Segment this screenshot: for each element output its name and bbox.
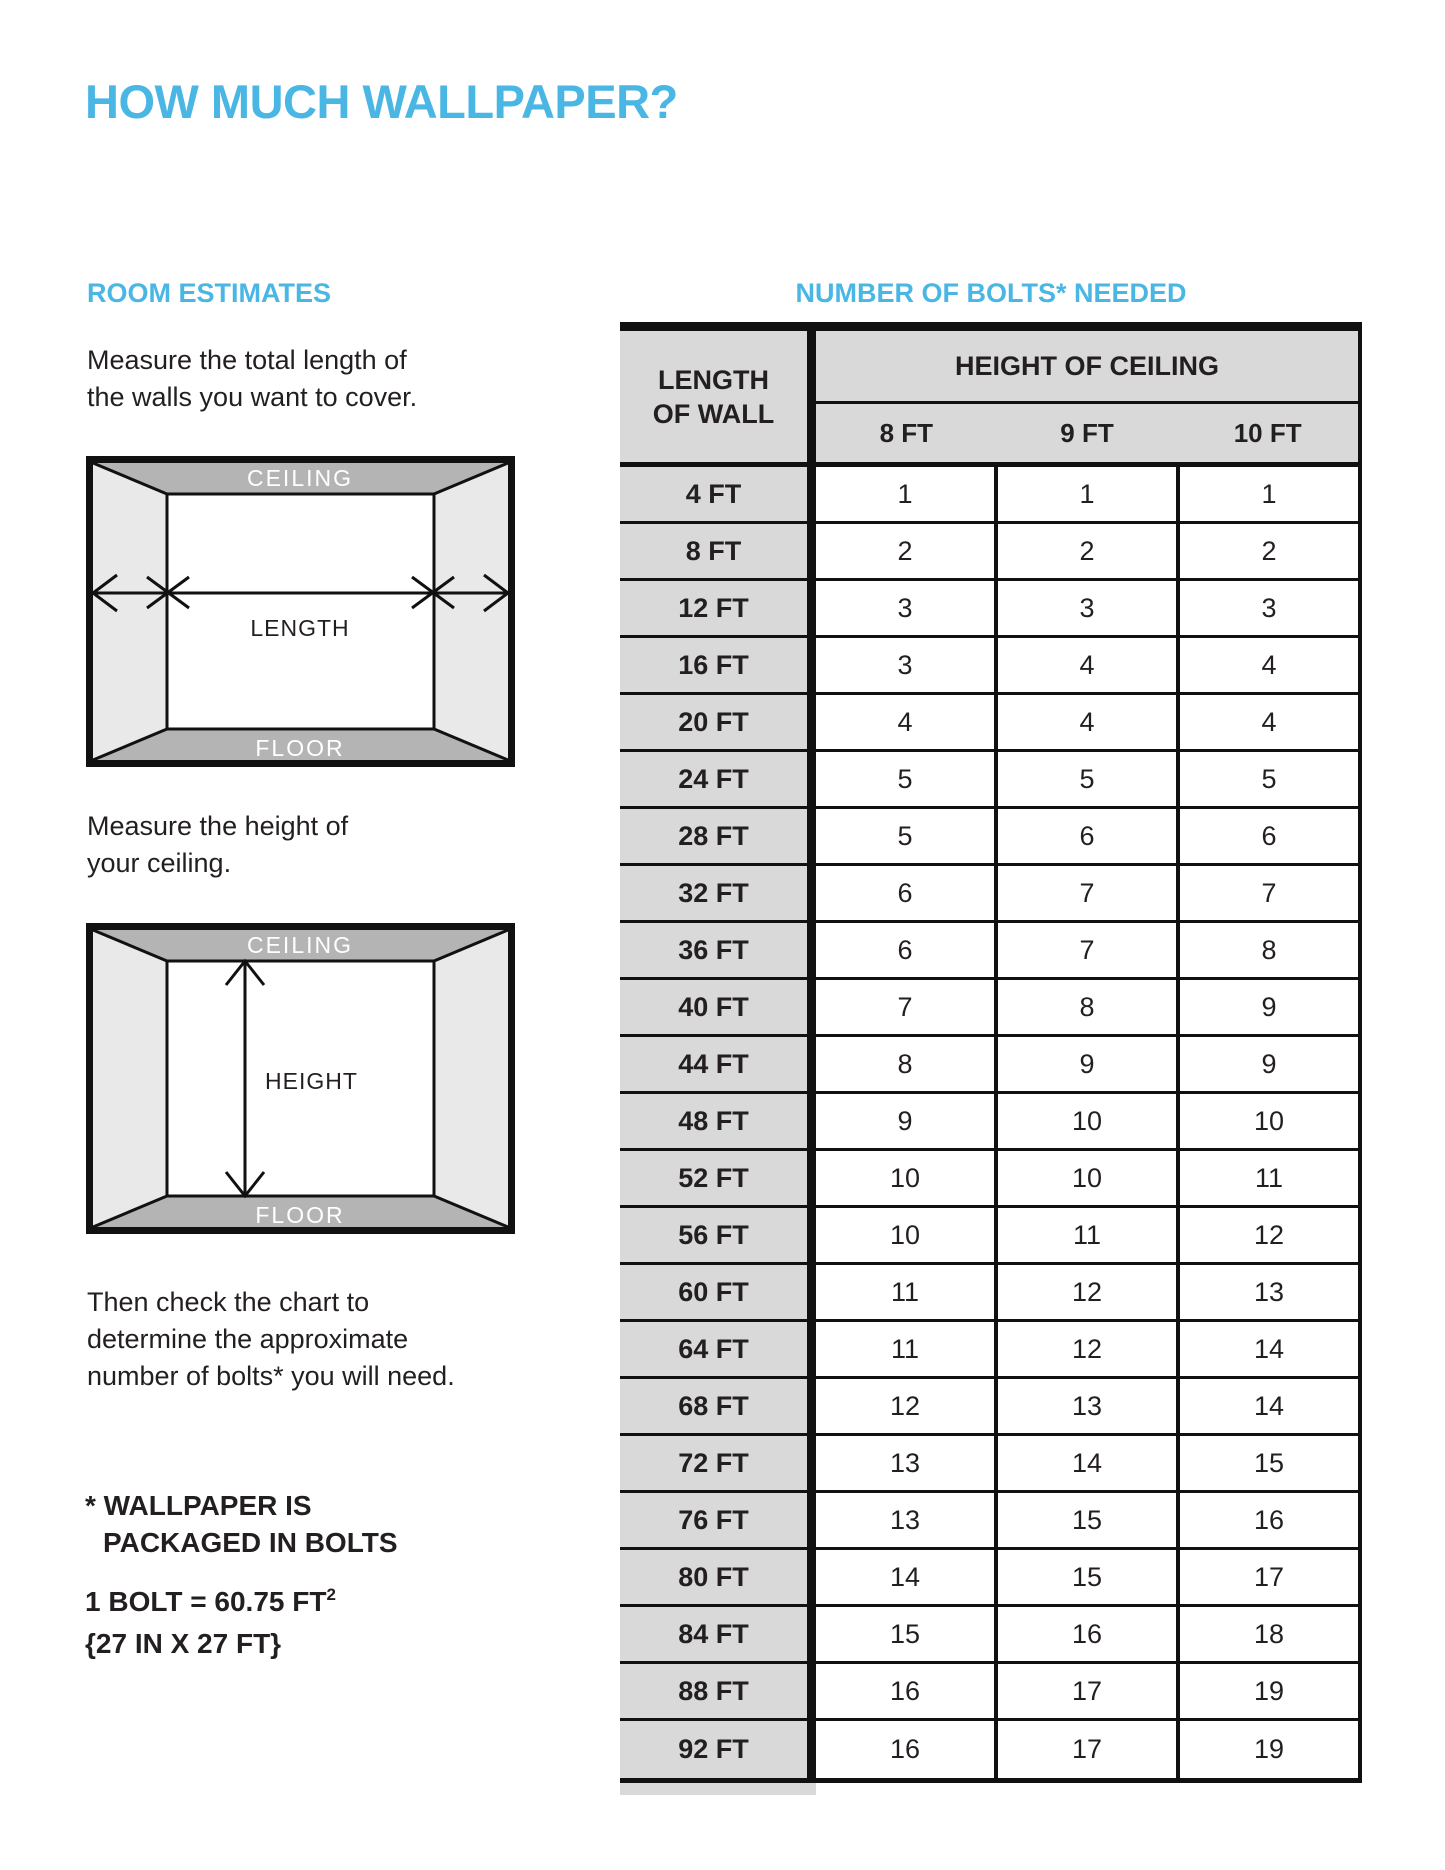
bolt-count-value: 17 — [998, 1721, 1180, 1778]
bolt-count-value: 15 — [998, 1493, 1180, 1547]
table-row — [620, 809, 1362, 866]
bolt-count-value: 14 — [816, 1550, 998, 1604]
bolt-count-value: 10 — [998, 1094, 1180, 1148]
table-row — [620, 1094, 1362, 1151]
right-wall-surface — [434, 463, 508, 760]
wall-length-label: 12 FT — [620, 581, 816, 635]
wall-length-label: 32 FT — [620, 866, 816, 920]
bolt-count-value: 14 — [1180, 1379, 1362, 1433]
wall-length-label: 76 FT — [620, 1493, 816, 1547]
measure-height-paragraph — [87, 808, 348, 882]
bolt-count-value: 13 — [998, 1379, 1180, 1433]
bolt-count-value: 3 — [816, 581, 998, 635]
bolt-count-value: 12 — [816, 1379, 998, 1433]
wall-length-label: 20 FT — [620, 695, 816, 749]
length-of-wall-header — [620, 331, 816, 462]
table-row — [620, 923, 1362, 980]
subheader-8ft: 8 FT — [879, 417, 934, 448]
table-top-bar — [620, 322, 1362, 331]
wall-length-label: 64 FT — [620, 1322, 816, 1376]
wall-length-label: 80 FT — [620, 1550, 816, 1604]
floor-label: FLOOR — [255, 1202, 345, 1228]
left-wall-surface — [93, 930, 167, 1227]
wall-length-label: 72 FT — [620, 1436, 816, 1490]
bolt-count-value: 6 — [816, 866, 998, 920]
bolt-count-value: 13 — [816, 1436, 998, 1490]
bolt-count-value: 1 — [998, 467, 1180, 521]
table-row — [620, 581, 1362, 638]
room-estimates-heading: ROOM ESTIMATES — [87, 278, 332, 308]
bolt-count-value: 11 — [998, 1208, 1180, 1262]
bolt-count-value: 12 — [998, 1322, 1180, 1376]
bolt-count-value: 8 — [816, 1037, 998, 1091]
bolt-count-value: 16 — [816, 1721, 998, 1778]
bolt-count-value: 3 — [1180, 581, 1362, 635]
bolt-count-value: 9 — [998, 1037, 1180, 1091]
bolt-count-value: 14 — [1180, 1322, 1362, 1376]
bolt-count-value: 16 — [816, 1664, 998, 1718]
bolt-count-value: 7 — [998, 923, 1180, 977]
bolt-count-value: 15 — [1180, 1436, 1362, 1490]
subheader-10ft: 10 FT — [1233, 417, 1302, 448]
bolt-count-value: 14 — [998, 1436, 1180, 1490]
header-line: OF WALL — [652, 398, 775, 429]
wallpaper-footnote — [85, 1487, 398, 1561]
table-row — [620, 638, 1362, 695]
wall-length-label: 88 FT — [620, 1664, 816, 1718]
wall-length-label: 28 FT — [620, 809, 816, 863]
header-line: LENGTH — [658, 364, 769, 395]
table-row — [620, 1208, 1362, 1265]
bolt-count-value: 4 — [1180, 695, 1362, 749]
bolt-count-value: 5 — [816, 809, 998, 863]
wall-length-label: 68 FT — [620, 1379, 816, 1433]
check-chart-paragraph — [87, 1284, 455, 1395]
bolt-count-value: 4 — [998, 695, 1180, 749]
footnote-line: PACKAGED IN BOLTS — [103, 1527, 398, 1558]
table-row — [620, 1607, 1362, 1664]
height-of-ceiling-header-group — [816, 331, 1362, 462]
bolt-size-info — [85, 1583, 336, 1663]
room-length-diagram — [86, 456, 515, 767]
bolt-count-value: 10 — [998, 1151, 1180, 1205]
bolt-count-value: 17 — [1180, 1550, 1362, 1604]
bolt-count-value: 5 — [1180, 752, 1362, 806]
bolts-needed-heading: NUMBER OF BOLTS* NEEDED — [795, 278, 1187, 308]
table-row — [620, 1151, 1362, 1208]
table-row — [620, 524, 1362, 581]
bolt-count-value: 5 — [998, 752, 1180, 806]
table-row — [620, 866, 1362, 923]
ceiling-height-diagram — [86, 923, 515, 1234]
bolt-count-value: 8 — [998, 980, 1180, 1034]
left-wall-surface — [93, 463, 167, 760]
height-dimension-label: HEIGHT — [265, 1068, 358, 1094]
bolt-count-value: 12 — [998, 1265, 1180, 1319]
bolt-count-value: 2 — [816, 524, 998, 578]
subheader-9ft: 9 FT — [1060, 417, 1114, 448]
table-row — [620, 1493, 1362, 1550]
bolt-count-value: 19 — [1180, 1721, 1362, 1778]
bolts-table — [620, 322, 1362, 1795]
bolt-count-value: 2 — [998, 524, 1180, 578]
bolt-count-value: 9 — [816, 1094, 998, 1148]
table-row — [620, 1550, 1362, 1607]
bolt-count-value: 16 — [1180, 1493, 1362, 1547]
bolt-count-value: 10 — [816, 1151, 998, 1205]
bolt-count-value: 10 — [1180, 1094, 1362, 1148]
bolt-count-value: 9 — [1180, 1037, 1362, 1091]
bolt-count-value: 7 — [1180, 866, 1362, 920]
table-row — [620, 1265, 1362, 1322]
bolt-count-value: 10 — [816, 1208, 998, 1262]
bolt-count-value: 11 — [816, 1265, 998, 1319]
bolt-count-value: 7 — [998, 866, 1180, 920]
bolt-dimensions: {27 IN X 27 FT} — [85, 1628, 282, 1659]
paragraph-line: Measure the total length of — [87, 345, 407, 375]
bolt-count-value: 1 — [816, 467, 998, 521]
wall-length-label: 40 FT — [620, 980, 816, 1034]
bolt-count-value: 5 — [816, 752, 998, 806]
length-dimension-label: LENGTH — [250, 615, 350, 641]
right-wall-surface — [434, 930, 508, 1227]
wall-length-label: 36 FT — [620, 923, 816, 977]
height-of-ceiling-header: HEIGHT OF CEILING — [816, 331, 1358, 404]
paragraph-line: your ceiling. — [87, 848, 232, 878]
ceiling-height-subheaders — [816, 404, 1358, 462]
bolt-count-value: 3 — [998, 581, 1180, 635]
bolt-count-value: 17 — [998, 1664, 1180, 1718]
ceiling-label: CEILING — [246, 932, 354, 958]
bolt-count-value: 16 — [998, 1607, 1180, 1661]
footnote-line: * WALLPAPER IS — [85, 1490, 312, 1521]
wall-length-label: 52 FT — [620, 1151, 816, 1205]
bolt-count-value: 11 — [816, 1322, 998, 1376]
paragraph-line: number of bolts* you will need. — [87, 1361, 455, 1391]
bolt-count-value: 7 — [816, 980, 998, 1034]
table-body — [620, 467, 1362, 1778]
bolt-count-value: 19 — [1180, 1664, 1362, 1718]
bolt-count-value: 15 — [998, 1550, 1180, 1604]
bolt-count-value: 6 — [816, 923, 998, 977]
bolt-count-value: 2 — [1180, 524, 1362, 578]
bolt-count-value: 3 — [816, 638, 998, 692]
table-row — [620, 1664, 1362, 1721]
paragraph-line: Then check the chart to — [87, 1287, 370, 1317]
bolt-count-value: 9 — [1180, 980, 1362, 1034]
ceiling-label: CEILING — [246, 465, 354, 491]
table-row — [620, 1379, 1362, 1436]
table-row — [620, 1037, 1362, 1094]
bolt-equation-text: 1 BOLT = 60.75 FT — [85, 1586, 327, 1617]
table-row — [620, 695, 1362, 752]
measure-length-paragraph — [87, 342, 417, 416]
wall-length-label: 60 FT — [620, 1265, 816, 1319]
wall-length-label: 44 FT — [620, 1037, 816, 1091]
bolt-count-value: 11 — [1180, 1151, 1362, 1205]
wall-length-label: 48 FT — [620, 1094, 816, 1148]
table-header — [620, 331, 1362, 467]
table-row — [620, 1322, 1362, 1379]
table-row — [620, 752, 1362, 809]
table-row — [620, 980, 1362, 1037]
page-title: HOW MUCH WALLPAPER? — [85, 75, 678, 128]
bolt-count-value: 4 — [1180, 638, 1362, 692]
wall-length-label: 24 FT — [620, 752, 816, 806]
bolt-count-value: 6 — [1180, 809, 1362, 863]
bolt-count-value: 1 — [1180, 467, 1362, 521]
paragraph-line: the walls you want to cover. — [87, 382, 418, 412]
wall-length-label: 56 FT — [620, 1208, 816, 1262]
bolt-count-value: 8 — [1180, 923, 1362, 977]
table-row — [620, 1436, 1362, 1493]
back-wall — [167, 494, 434, 729]
bolt-count-value: 4 — [816, 695, 998, 749]
wall-length-label: 4 FT — [620, 467, 816, 521]
bolt-count-value: 13 — [816, 1493, 998, 1547]
bolt-count-value: 15 — [816, 1607, 998, 1661]
table-row — [620, 1721, 1362, 1778]
bolt-count-value: 12 — [1180, 1208, 1362, 1262]
bolt-count-value: 6 — [998, 809, 1180, 863]
paragraph-line: Measure the height of — [87, 811, 349, 841]
wall-length-label: 16 FT — [620, 638, 816, 692]
paragraph-line: determine the approximate — [87, 1324, 409, 1354]
wall-length-label: 8 FT — [620, 524, 816, 578]
wall-length-label: 84 FT — [620, 1607, 816, 1661]
bolt-equation — [85, 1583, 336, 1625]
wall-length-label: 92 FT — [620, 1721, 816, 1778]
floor-label: FLOOR — [255, 735, 345, 761]
table-row — [620, 467, 1362, 524]
bolt-count-value: 13 — [1180, 1265, 1362, 1319]
bolt-equation-superscript: 2 — [326, 1585, 336, 1604]
bolt-count-value: 18 — [1180, 1607, 1362, 1661]
table-bottom-tab — [620, 1783, 816, 1795]
bolt-count-value: 4 — [998, 638, 1180, 692]
